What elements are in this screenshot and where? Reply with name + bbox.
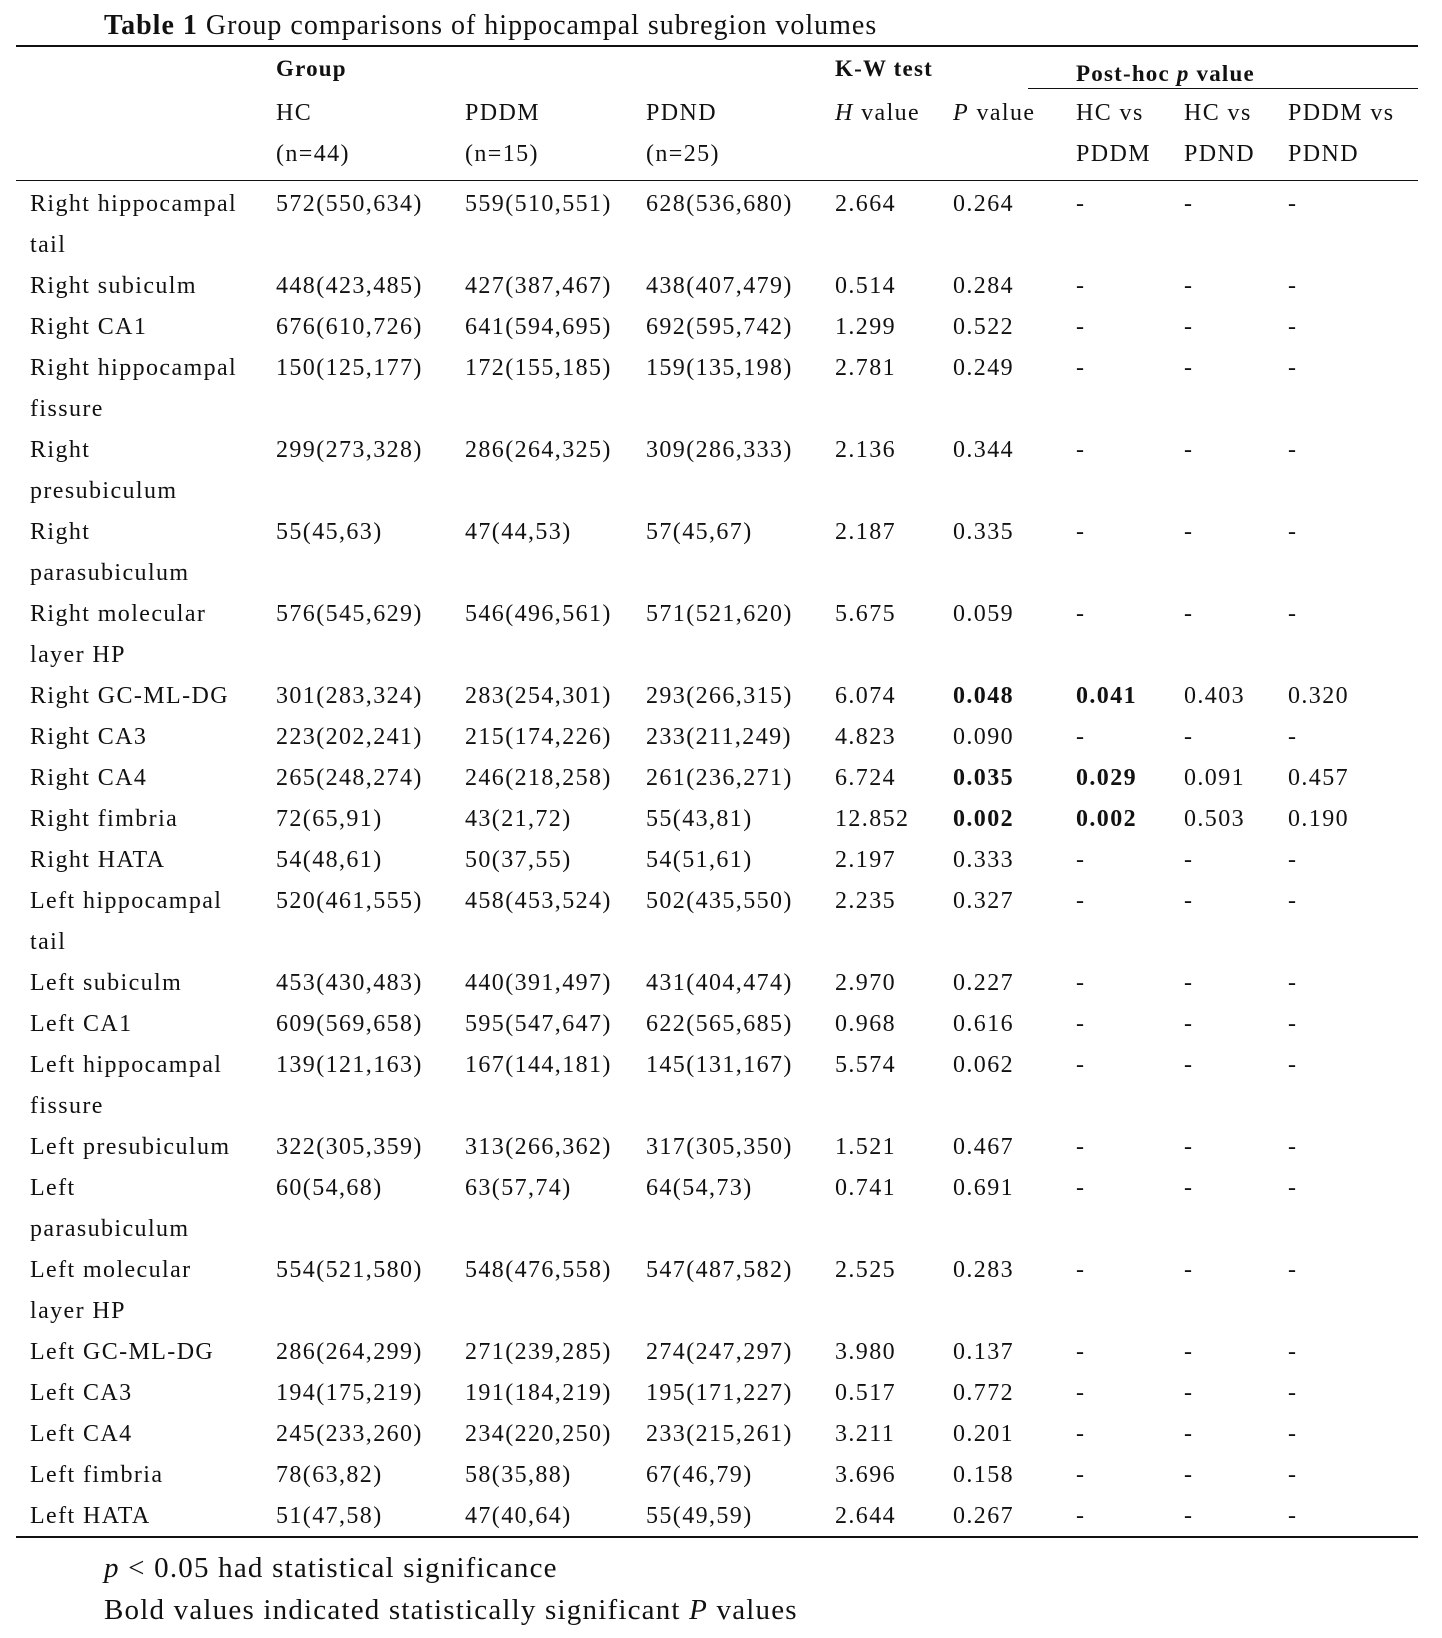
cell-pdnd: 54(51,61) (646, 847, 753, 873)
cell-pddm: 286(264,325) (465, 437, 612, 463)
header-pddm-vs-pdnd-1: PDDM vs (1288, 100, 1395, 126)
cell-h-value: 5.675 (835, 601, 896, 627)
row-label (30, 594, 206, 676)
row-label-line: layer HP (30, 1298, 126, 1324)
cell-hc: 60(54,68) (276, 1175, 383, 1201)
cell-h-value: 5.574 (835, 1052, 896, 1078)
cell-p-value: 0.090 (953, 724, 1014, 750)
row-label-line: Right molecular (30, 601, 207, 627)
header-hc-vs-pdnd-2: PDND (1184, 141, 1255, 167)
row-label-line: Left (30, 1175, 76, 1201)
cell-p-value: 0.283 (953, 1257, 1014, 1283)
row-label (30, 963, 182, 1004)
row-label (30, 840, 165, 881)
row-label-line: Right GC-ML-DG (30, 683, 229, 709)
cell-p-value: 0.002 (953, 806, 1014, 832)
cell-p-value: 0.201 (953, 1421, 1014, 1447)
cell-pddm-vs-pdnd: - (1288, 1134, 1298, 1160)
cell-h-value: 12.852 (835, 806, 910, 832)
cell-hc-vs-pddm: - (1076, 1011, 1086, 1037)
cell-pddm-vs-pdnd: - (1288, 355, 1298, 381)
cell-pdnd: 195(171,227) (646, 1380, 793, 1406)
row-label-line: fissure (30, 1093, 104, 1119)
cell-hc-vs-pddm: - (1076, 847, 1086, 873)
cell-h-value: 1.299 (835, 314, 896, 340)
row-label (30, 307, 147, 348)
row-label-line: Left subiculm (30, 970, 183, 996)
cell-hc-vs-pdnd: 0.503 (1184, 806, 1245, 832)
cell-hc: 453(430,483) (276, 970, 423, 996)
cell-hc: 150(125,177) (276, 355, 423, 381)
cell-hc: 322(305,359) (276, 1134, 423, 1160)
row-label-line: Left HATA (30, 1503, 151, 1529)
cell-pddm: 641(594,695) (465, 314, 612, 340)
footnote-bold (104, 1596, 798, 1625)
cell-pddm: 427(387,467) (465, 273, 612, 299)
cell-h-value: 3.211 (835, 1421, 896, 1447)
row-label-line: Right CA4 (30, 765, 148, 791)
cell-pddm-vs-pdnd: - (1288, 888, 1298, 914)
row-label-line: Right CA3 (30, 724, 148, 750)
cell-h-value: 0.741 (835, 1175, 896, 1201)
cell-pdnd: 55(43,81) (646, 806, 753, 832)
cell-p-value: 0.035 (953, 765, 1014, 791)
cell-pddm-vs-pdnd: 0.320 (1288, 683, 1349, 709)
cell-hc-vs-pddm: - (1076, 1421, 1086, 1447)
cell-pddm-vs-pdnd: - (1288, 1503, 1298, 1529)
header-hc-vs-pddm-1: HC vs (1076, 100, 1144, 126)
cell-p-value: 0.522 (953, 314, 1014, 340)
cell-hc-vs-pdnd: - (1184, 1052, 1194, 1078)
cell-p-value: 0.772 (953, 1380, 1014, 1406)
header-posthoc-suffix: value (1189, 61, 1255, 86)
cell-pddm-vs-pdnd: - (1288, 1011, 1298, 1037)
cell-pddm: 43(21,72) (465, 806, 572, 832)
row-label (30, 1373, 133, 1414)
cell-hc: 194(175,219) (276, 1380, 423, 1406)
header-pddm-vs-pdnd-2: PDND (1288, 141, 1359, 167)
cell-hc: 520(461,555) (276, 888, 423, 914)
cell-hc-vs-pdnd: - (1184, 273, 1194, 299)
header-pdnd: PDND (646, 100, 717, 126)
cell-p-value: 0.137 (953, 1339, 1014, 1365)
row-label-line: parasubiculum (30, 1216, 190, 1242)
cell-hc-vs-pddm: 0.041 (1076, 683, 1137, 709)
cell-pdnd: 233(211,249) (646, 724, 792, 750)
header-posthoc-p: p (1176, 61, 1190, 86)
cell-pdnd: 233(215,261) (646, 1421, 793, 1447)
cell-hc-vs-pdnd: - (1184, 888, 1194, 914)
cell-pdnd: 502(435,550) (646, 888, 793, 914)
cell-hc-vs-pddm: - (1076, 1134, 1086, 1160)
cell-hc: 245(233,260) (276, 1421, 423, 1447)
cell-hc: 554(521,580) (276, 1257, 423, 1283)
cell-h-value: 2.644 (835, 1503, 896, 1529)
cell-hc: 676(610,726) (276, 314, 423, 340)
cell-pddm-vs-pdnd: - (1288, 1052, 1298, 1078)
row-label (30, 1250, 192, 1332)
cell-pddm: 548(476,558) (465, 1257, 612, 1283)
cell-h-value: 3.696 (835, 1462, 896, 1488)
cell-hc-vs-pddm: - (1076, 314, 1086, 340)
cell-p-value: 0.467 (953, 1134, 1014, 1160)
header-p-rest: value (969, 100, 1036, 126)
row-label (30, 881, 222, 963)
row-label-line: Right (30, 519, 91, 545)
header-hc-vs-pddm-2: PDDM (1076, 141, 1151, 167)
cell-hc-vs-pdnd: - (1184, 1339, 1194, 1365)
cell-hc: 54(48,61) (276, 847, 383, 873)
cell-hc-vs-pdnd: - (1184, 1175, 1194, 1201)
cell-h-value: 6.724 (835, 765, 896, 791)
cell-hc: 265(248,274) (276, 765, 423, 791)
cell-h-value: 2.187 (835, 519, 896, 545)
cell-pddm-vs-pdnd: - (1288, 519, 1298, 545)
cell-hc-vs-pddm: 0.002 (1076, 806, 1137, 832)
cell-pddm-vs-pdnd: - (1288, 1339, 1298, 1365)
row-label-line: Left CA3 (30, 1380, 133, 1406)
cell-pddm-vs-pdnd: - (1288, 314, 1298, 340)
cell-hc-vs-pdnd: - (1184, 437, 1194, 463)
cell-pddm: 559(510,551) (465, 191, 612, 217)
cell-hc-vs-pddm: - (1076, 888, 1086, 914)
row-label-line: Left presubiculum (30, 1134, 231, 1160)
cell-pdnd: 159(135,198) (646, 355, 793, 381)
row-label-line: fissure (30, 396, 104, 422)
row-label (30, 1496, 151, 1537)
cell-h-value: 3.980 (835, 1339, 896, 1365)
footnote-p-italic: p (104, 1552, 120, 1584)
cell-hc-vs-pddm: - (1076, 970, 1086, 996)
cell-p-value: 0.691 (953, 1175, 1014, 1201)
cell-hc-vs-pdnd: - (1184, 355, 1194, 381)
cell-pddm: 63(57,74) (465, 1175, 572, 1201)
header-pddm: PDDM (465, 100, 540, 126)
header-h-italic: H (835, 100, 854, 126)
row-label (30, 799, 178, 840)
cell-hc-vs-pdnd: - (1184, 1421, 1194, 1447)
cell-pddm: 191(184,219) (465, 1380, 612, 1406)
cell-pddm-vs-pdnd: - (1288, 1462, 1298, 1488)
cell-hc-vs-pdnd: - (1184, 970, 1194, 996)
row-label-line: tail (30, 232, 67, 258)
header-hc-n: (n=44) (276, 141, 350, 167)
cell-pdnd: 628(536,680) (646, 191, 793, 217)
cell-pdnd: 317(305,350) (646, 1134, 793, 1160)
cell-hc: 286(264,299) (276, 1339, 423, 1365)
cell-hc-vs-pdnd: - (1184, 1134, 1194, 1160)
cell-hc-vs-pdnd: - (1184, 1503, 1194, 1529)
cell-hc: 448(423,485) (276, 273, 423, 299)
cell-p-value: 0.059 (953, 601, 1014, 627)
cell-hc: 572(550,634) (276, 191, 423, 217)
cell-hc: 55(45,63) (276, 519, 383, 545)
header-hc-vs-pdnd-1: HC vs (1184, 100, 1252, 126)
cell-p-value: 0.327 (953, 888, 1014, 914)
cell-h-value: 2.197 (835, 847, 896, 873)
row-label-line: Right hippocampal (30, 355, 238, 381)
cell-pddm: 283(254,301) (465, 683, 612, 709)
row-label (30, 348, 237, 430)
cell-pddm-vs-pdnd: - (1288, 1175, 1298, 1201)
cell-hc-vs-pddm: - (1076, 273, 1086, 299)
cell-h-value: 2.970 (835, 970, 896, 996)
cell-pddm-vs-pdnd: - (1288, 847, 1298, 873)
row-label (30, 676, 229, 717)
cell-hc-vs-pddm: - (1076, 191, 1086, 217)
header-group: Group (276, 56, 347, 81)
cell-pdnd: 309(286,333) (646, 437, 793, 463)
cell-pddm: 47(40,64) (465, 1503, 572, 1529)
header-pdnd-n: (n=25) (646, 141, 720, 167)
row-label (30, 1332, 214, 1373)
row-label-line: Right HATA (30, 847, 166, 873)
cell-hc: 299(273,328) (276, 437, 423, 463)
cell-hc-vs-pddm: - (1076, 1462, 1086, 1488)
row-label-line: Right fimbria (30, 806, 179, 832)
cell-pddm-vs-pdnd: - (1288, 437, 1298, 463)
cell-hc-vs-pdnd: - (1184, 1011, 1194, 1037)
cell-hc: 139(121,163) (276, 1052, 423, 1078)
cell-pddm: 313(266,362) (465, 1134, 612, 1160)
cell-hc-vs-pdnd: - (1184, 1462, 1194, 1488)
row-label (30, 1004, 133, 1045)
cell-pdnd: 622(565,685) (646, 1011, 793, 1037)
cell-hc-vs-pdnd: - (1184, 1257, 1194, 1283)
cell-h-value: 2.525 (835, 1257, 896, 1283)
cell-pddm-vs-pdnd: - (1288, 970, 1298, 996)
cell-hc-vs-pddm: - (1076, 724, 1086, 750)
cell-pddm: 458(453,524) (465, 888, 612, 914)
row-label-line: Left GC-ML-DG (30, 1339, 215, 1365)
cell-p-value: 0.335 (953, 519, 1014, 545)
row-label (30, 184, 237, 266)
cell-pdnd: 67(46,79) (646, 1462, 753, 1488)
cell-pddm: 215(174,226) (465, 724, 612, 750)
cell-pdnd: 571(521,620) (646, 601, 793, 627)
header-bottom-rule (16, 180, 1418, 181)
header-h-rest: value (853, 100, 921, 126)
cell-hc-vs-pddm: - (1076, 1175, 1086, 1201)
cell-pdnd: 274(247,297) (646, 1339, 793, 1365)
row-label (30, 266, 197, 307)
cell-hc-vs-pdnd: - (1184, 601, 1194, 627)
cell-pdnd: 431(404,474) (646, 970, 793, 996)
cell-hc-vs-pddm: 0.029 (1076, 765, 1137, 791)
cell-p-value: 0.344 (953, 437, 1014, 463)
row-label (30, 1414, 133, 1455)
cell-hc-vs-pddm: - (1076, 1380, 1086, 1406)
cell-pdnd: 293(266,315) (646, 683, 793, 709)
cell-pddm: 50(37,55) (465, 847, 572, 873)
cell-hc: 51(47,58) (276, 1503, 383, 1529)
row-label-line: Right subiculm (30, 273, 197, 299)
cell-hc-vs-pdnd: - (1184, 847, 1194, 873)
top-rule (16, 45, 1418, 47)
cell-pddm: 234(220,250) (465, 1421, 612, 1447)
cell-p-value: 0.062 (953, 1052, 1014, 1078)
row-label (30, 1168, 190, 1250)
cell-hc-vs-pdnd: - (1184, 519, 1194, 545)
cell-pddm: 271(239,285) (465, 1339, 612, 1365)
footnote-P-italic: P (689, 1594, 709, 1626)
cell-p-value: 0.158 (953, 1462, 1014, 1488)
cell-pddm: 440(391,497) (465, 970, 612, 996)
cell-h-value: 0.968 (835, 1011, 896, 1037)
cell-pddm: 595(547,647) (465, 1011, 612, 1037)
row-label-line: Left CA1 (30, 1011, 133, 1037)
cell-hc-vs-pddm: - (1076, 355, 1086, 381)
cell-h-value: 2.664 (835, 191, 896, 217)
cell-pddm-vs-pdnd: 0.457 (1288, 765, 1349, 791)
cell-p-value: 0.284 (953, 273, 1014, 299)
cell-pddm-vs-pdnd: - (1288, 601, 1298, 627)
cell-hc-vs-pdnd: - (1184, 314, 1194, 340)
cell-hc: 72(65,91) (276, 806, 383, 832)
cell-pdnd: 145(131,167) (646, 1052, 793, 1078)
cell-pdnd: 692(595,742) (646, 314, 793, 340)
header-pddm-n: (n=15) (465, 141, 539, 167)
row-label (30, 1127, 230, 1168)
cell-h-value: 6.074 (835, 683, 896, 709)
cell-pddm-vs-pdnd: - (1288, 191, 1298, 217)
cell-pddm-vs-pdnd: - (1288, 724, 1298, 750)
row-label (30, 1045, 222, 1127)
cell-pddm: 246(218,258) (465, 765, 612, 791)
footnote-line1: < 0.05 had statistical significance (119, 1552, 558, 1584)
cell-pdnd: 64(54,73) (646, 1175, 753, 1201)
cell-h-value: 2.235 (835, 888, 896, 914)
cell-p-value: 0.227 (953, 970, 1014, 996)
cell-hc: 301(283,324) (276, 683, 423, 709)
row-label-line: Left hippocampal (30, 888, 223, 914)
header-h-value (835, 101, 920, 125)
table-label: Table 1 (104, 10, 198, 41)
cell-p-value: 0.048 (953, 683, 1014, 709)
cell-hc: 576(545,629) (276, 601, 423, 627)
cell-p-value: 0.249 (953, 355, 1014, 381)
cell-hc-vs-pdnd: 0.403 (1184, 683, 1245, 709)
cell-pdnd: 55(49,59) (646, 1503, 753, 1529)
table-caption: Group comparisons of hippocampal subregion volumes (205, 10, 878, 41)
cell-pddm-vs-pdnd: 0.190 (1288, 806, 1349, 832)
cell-pddm-vs-pdnd: - (1288, 1257, 1298, 1283)
cell-pddm: 47(44,53) (465, 519, 572, 545)
cell-pdnd: 57(45,67) (646, 519, 753, 545)
cell-pddm-vs-pdnd: - (1288, 273, 1298, 299)
cell-hc-vs-pddm: - (1076, 519, 1086, 545)
header-hc: HC (276, 100, 313, 126)
cell-hc-vs-pdnd: - (1184, 724, 1194, 750)
header-kw-test: K-W test (835, 56, 933, 81)
cell-pddm: 172(155,185) (465, 355, 612, 381)
cell-hc-vs-pddm: - (1076, 601, 1086, 627)
footnote-line2-pre: Bold values indicated statistically significant (104, 1594, 690, 1626)
cell-h-value: 2.136 (835, 437, 896, 463)
row-label-line: parasubiculum (30, 560, 190, 586)
header-posthoc-prefix: Post-hoc (1076, 61, 1177, 86)
cell-hc: 78(63,82) (276, 1462, 383, 1488)
bottom-rule (16, 1536, 1418, 1538)
posthoc-underline (1028, 88, 1418, 89)
cell-pdnd: 547(487,582) (646, 1257, 793, 1283)
row-label-line: layer HP (30, 642, 126, 668)
cell-hc-vs-pddm: - (1076, 1257, 1086, 1283)
footnote-line2-post: values (708, 1594, 798, 1626)
row-label-line: Left molecular (30, 1257, 192, 1283)
header-p-value (953, 101, 1035, 125)
cell-pdnd: 261(236,271) (646, 765, 793, 791)
row-label (30, 512, 190, 594)
row-label-line: Left hippocampal (30, 1052, 223, 1078)
cell-pddm-vs-pdnd: - (1288, 1421, 1298, 1447)
cell-hc: 609(569,658) (276, 1011, 423, 1037)
row-label (30, 430, 177, 512)
row-label-line: Left fimbria (30, 1462, 164, 1488)
footnote-significance (104, 1554, 558, 1583)
cell-hc-vs-pddm: - (1076, 437, 1086, 463)
cell-hc-vs-pdnd: - (1184, 1380, 1194, 1406)
row-label (30, 758, 147, 799)
cell-h-value: 0.517 (835, 1380, 896, 1406)
cell-h-value: 4.823 (835, 724, 896, 750)
cell-pddm: 167(144,181) (465, 1052, 612, 1078)
cell-hc-vs-pdnd: 0.091 (1184, 765, 1245, 791)
cell-hc-vs-pddm: - (1076, 1339, 1086, 1365)
cell-hc-vs-pdnd: - (1184, 191, 1194, 217)
table-title (104, 10, 877, 42)
cell-h-value: 0.514 (835, 273, 896, 299)
header-posthoc (1076, 62, 1255, 85)
cell-h-value: 2.781 (835, 355, 896, 381)
cell-p-value: 0.333 (953, 847, 1014, 873)
cell-p-value: 0.616 (953, 1011, 1014, 1037)
row-label-line: Right CA1 (30, 314, 148, 340)
row-label-line: Right (30, 437, 91, 463)
cell-hc-vs-pddm: - (1076, 1052, 1086, 1078)
row-label (30, 717, 147, 758)
row-label-line: tail (30, 929, 67, 955)
row-label-line: Right hippocampal (30, 191, 238, 217)
cell-p-value: 0.264 (953, 191, 1014, 217)
cell-h-value: 1.521 (835, 1134, 896, 1160)
cell-pddm-vs-pdnd: - (1288, 1380, 1298, 1406)
cell-pddm: 546(496,561) (465, 601, 612, 627)
header-p-italic: P (953, 100, 970, 126)
row-label (30, 1455, 163, 1496)
cell-p-value: 0.267 (953, 1503, 1014, 1529)
cell-hc: 223(202,241) (276, 724, 423, 750)
cell-pddm: 58(35,88) (465, 1462, 572, 1488)
cell-hc-vs-pddm: - (1076, 1503, 1086, 1529)
row-label-line: Left CA4 (30, 1421, 133, 1447)
row-label-line: presubiculum (30, 478, 178, 504)
cell-pdnd: 438(407,479) (646, 273, 793, 299)
